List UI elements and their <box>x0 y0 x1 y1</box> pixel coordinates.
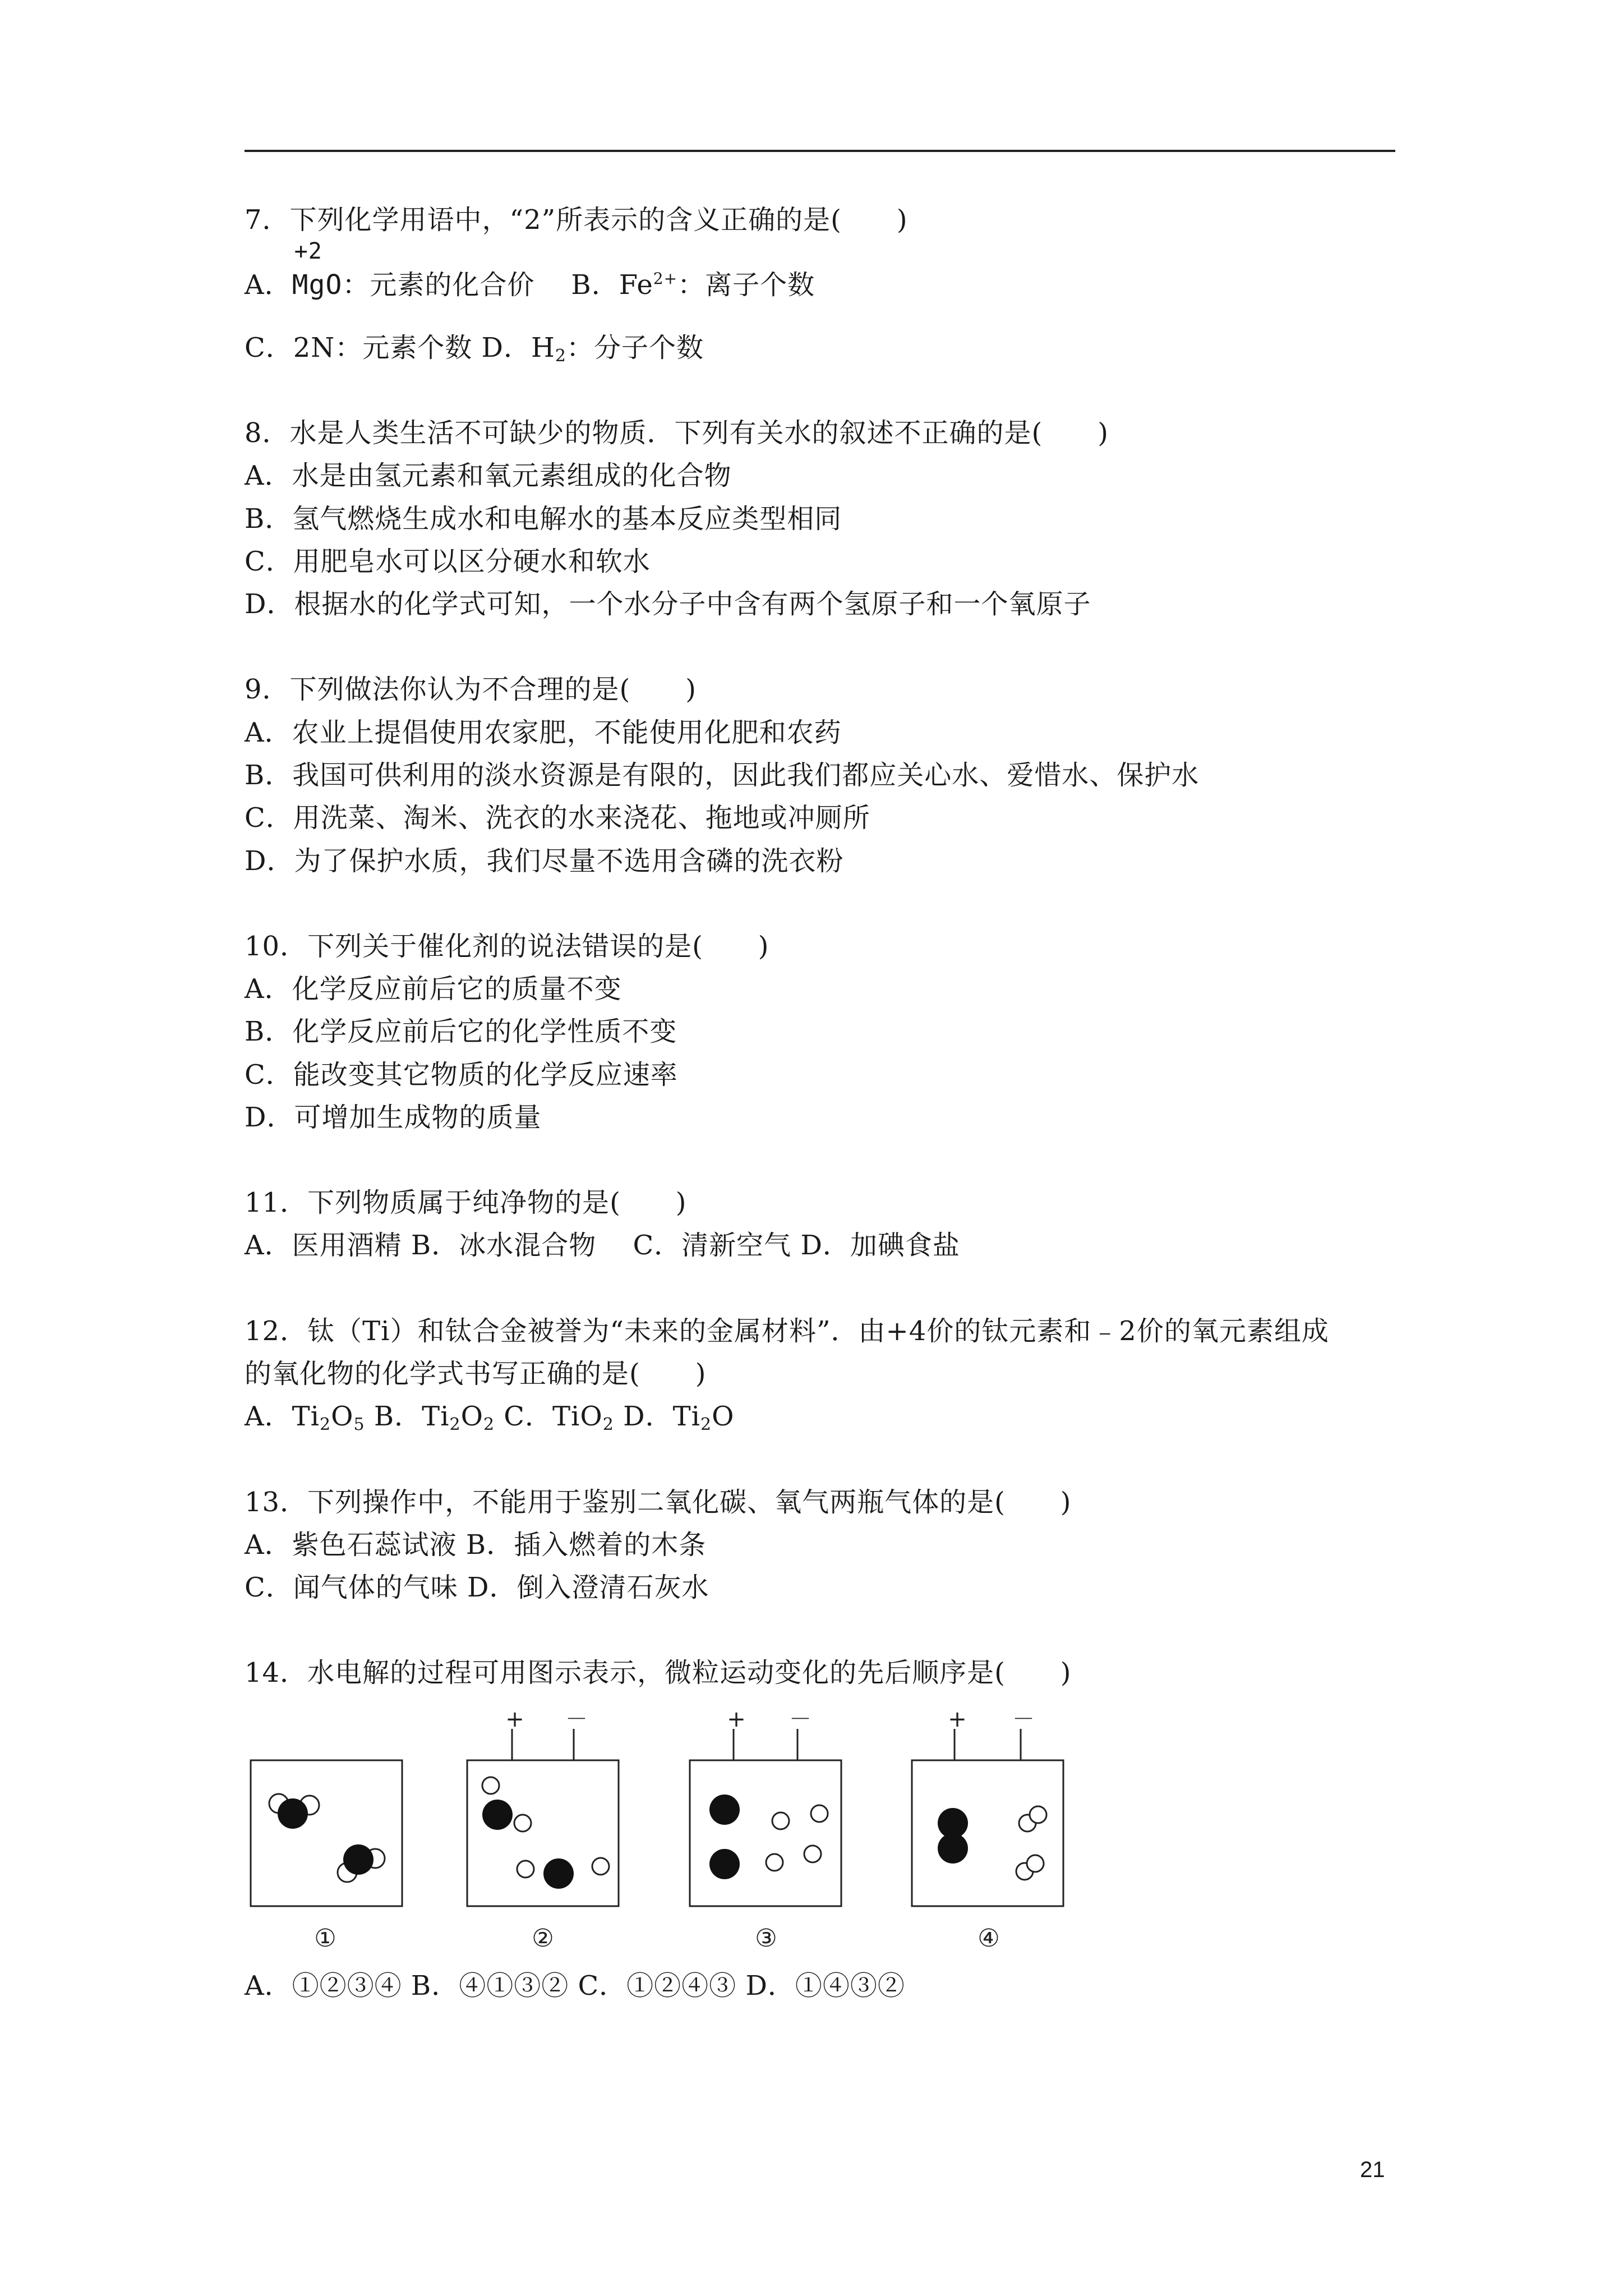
hydrogen-atom <box>811 1805 828 1822</box>
cathode-sign: － <box>789 1706 811 1732</box>
panel-2-label: ② <box>532 1924 554 1953</box>
oxygen-atom <box>709 1795 740 1825</box>
anode-sign: + <box>727 1706 746 1732</box>
q10-option-c: C．能改变其它物质的化学反应速率 <box>245 1059 678 1091</box>
electrolysis-diagram <box>241 1694 1116 1958</box>
q12-stem-line2: 的氧化物的化学式书写正确的是( ) <box>245 1358 707 1389</box>
oxygen-atom <box>278 1798 308 1829</box>
anode-sign: + <box>505 1706 524 1732</box>
panel-3 <box>690 1706 841 1953</box>
q7-a-oxidation: +2 <box>294 238 322 264</box>
q7-options-ab <box>245 238 815 302</box>
q10-option-b: B．化学反应前后它的化学性质不变 <box>245 1016 677 1047</box>
panel-4-label: ④ <box>978 1924 1000 1953</box>
q10-option-a: A．化学反应前后它的质量不变 <box>245 973 622 1005</box>
panel-2 <box>467 1706 619 1953</box>
anode-sign: + <box>948 1706 967 1732</box>
q7-options-cd: C．2N：元素个数 D．$H_2$：分子个数 <box>245 332 704 366</box>
hydrogen-atom <box>772 1812 789 1829</box>
q8-option-a: A．水是由氢元素和氧元素组成的化合物 <box>245 460 732 491</box>
q10-stem: 10．下列关于催化剂的说法错误的是( ) <box>245 931 769 962</box>
oxygen-atom <box>482 1800 513 1830</box>
q13-options-cd: C．闻气体的气味 D．倒入澄清石灰水 <box>245 1572 709 1603</box>
q7-b-label: B．Fe <box>571 269 653 301</box>
panel-4 <box>912 1706 1063 1953</box>
q9-stem: 9．下列做法你认为不合理的是( ) <box>245 674 697 705</box>
q12-stem-line1: 12．钛（Ti）和钛合金被誉为“未来的金属材料”．由+4价的钛元素和﹣2价的氧元素组成 <box>245 1315 1329 1347</box>
q7-a-text: ：元素的化合价 <box>342 269 535 301</box>
q8-option-b: B．氢气燃烧生成水和电解水的基本反应类型相同 <box>245 503 842 535</box>
hydrogen-atom <box>804 1846 821 1862</box>
hydrogen-atom <box>517 1861 534 1878</box>
q7-b-text: ：离子个数 <box>677 269 815 301</box>
hydrogen-atom <box>482 1777 499 1794</box>
q13-options-ab: A．紫色石蕊试液 B．插入燃着的木条 <box>245 1529 707 1561</box>
hydrogen-atom <box>592 1858 609 1875</box>
q7-b-charge: 2+ <box>653 269 678 288</box>
q11-stem: 11．下列物质属于纯净物的是( ) <box>245 1187 687 1218</box>
hydrogen-atom <box>766 1854 783 1871</box>
q8-option-d: D．根据水的化学式可知，一个水分子中含有两个氢原子和一个氧原子 <box>245 588 1091 620</box>
q8-option-c: C．用肥皂水可以区分硬水和软水 <box>245 546 651 577</box>
oxygen-atom <box>543 1858 574 1889</box>
q8-stem: 8．水是人类生活不可缺少的物质．下列有关水的叙述不正确的是( ) <box>245 417 1109 449</box>
page-number: 21 <box>1360 2157 1385 2182</box>
header-rule <box>245 150 1395 152</box>
panel-1 <box>251 1760 402 1953</box>
q9-option-c: C．用洗菜、淘米、洗衣的水来浇花、拖地或冲厕所 <box>245 802 870 834</box>
oxygen-atom <box>709 1849 740 1879</box>
panel-1-label: ① <box>314 1924 336 1953</box>
cathode-sign: － <box>565 1706 588 1732</box>
q10-option-d: D．可增加生成物的质量 <box>245 1102 542 1133</box>
q9-option-b: B．我国可供利用的淡水资源是有限的，因此我们都应关心水、爱惜水、保护水 <box>245 760 1200 791</box>
q9-option-d: D．为了保护水质，我们尽量不选用含磷的洗衣粉 <box>245 845 844 877</box>
q7-a-formula: +2 MgO <box>292 238 343 301</box>
q13-stem: 13．下列操作中，不能用于鉴别二氧化碳、氧气两瓶气体的是( ) <box>245 1487 1072 1518</box>
q7-stem: 7．下列化学用语中，“2”所表示的含义正确的是( ) <box>245 204 908 236</box>
oxygen-atom <box>938 1833 968 1864</box>
q14-stem: 14．水电解的过程可用图示表示，微粒运动变化的先后顺序是( ) <box>245 1657 1072 1688</box>
cathode-sign: － <box>1012 1706 1035 1732</box>
q11-options: A．医用酒精 B．冰水混合物 C．清新空气 D．加碘食盐 <box>245 1230 960 1261</box>
q7-a-label: A． <box>245 269 292 301</box>
hydrogen-atom <box>514 1815 531 1832</box>
panel-3-label: ③ <box>755 1924 777 1953</box>
q14-options: A．①②③④ B．④①③② C．①②④③ D．①④③② <box>245 1970 905 2001</box>
q9-option-a: A．农业上提倡使用农家肥，不能使用化肥和农药 <box>245 717 842 748</box>
oxygen-atom <box>343 1844 374 1875</box>
q12-options: A．$Ti_2O_5$ B．$Ti_2O_2$ C．TiO$_2$ D．$Ti_2O$ <box>245 1401 735 1434</box>
hydrogen-atom <box>1030 1806 1046 1823</box>
hydrogen-atom <box>1027 1855 1044 1872</box>
